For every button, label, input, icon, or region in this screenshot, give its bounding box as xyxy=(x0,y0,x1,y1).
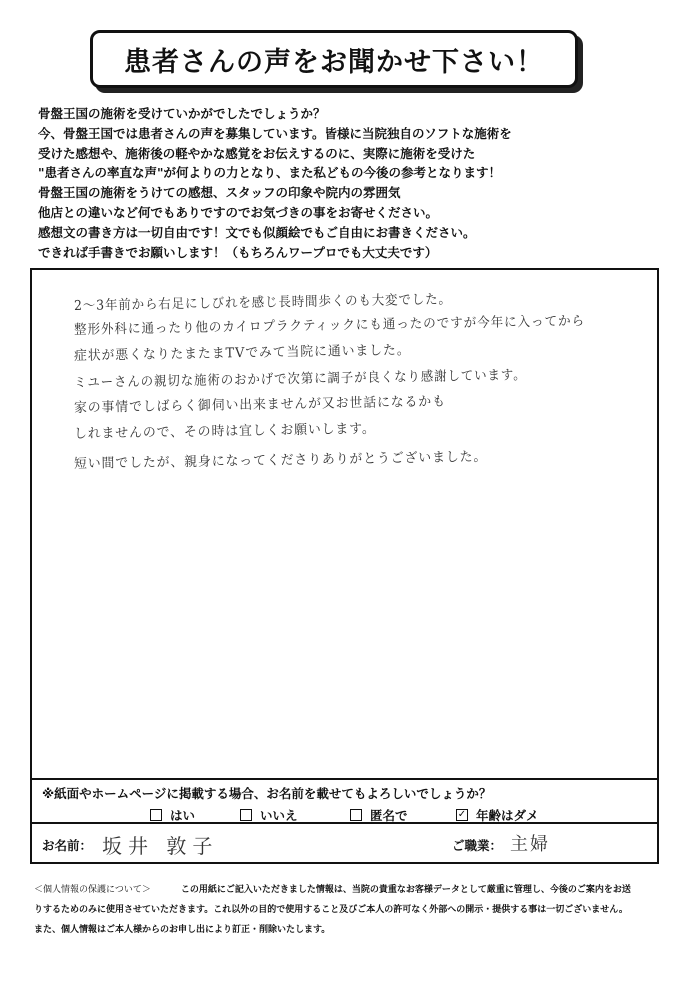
intro-line: 骨盤王国の施術を受けていかがでしたでしょうか？ xyxy=(38,106,326,121)
intro-line: 今、骨盤王国では患者さんの声を募集しています。皆様に当院独自のソフトな施術を xyxy=(38,125,512,141)
check-mark-icon: ✓ xyxy=(457,809,467,820)
checkbox[interactable] xyxy=(350,809,362,821)
handwritten-line: 整形外科に通ったり他のカイロプラクティックにも通ったのですが今年に入ってから xyxy=(73,313,586,338)
option-anonymous[interactable] xyxy=(350,806,408,824)
option-no[interactable] xyxy=(240,806,298,824)
intro-line: 受けた感想や、施術後の軽やかな感覚をお伝えするのに、実際に施術を受けた xyxy=(38,145,476,161)
name-label: お名前： xyxy=(42,838,93,853)
privacy-heading: ＜個人情報の保護について＞ xyxy=(34,885,151,895)
checkbox-checked[interactable] xyxy=(456,809,468,821)
intro-line: 感想文の書き方は一切自由です！文でも似顔絵でもご自由にお書きください。 xyxy=(38,224,476,240)
consent-section xyxy=(32,778,657,824)
comment-area[interactable] xyxy=(32,270,657,778)
consent-question: ※紙面やホームページに掲載する場合、お名前を載せてもよろしいでしょうか？ xyxy=(42,786,492,801)
title-banner xyxy=(90,30,578,88)
name-field[interactable]: 坂井 敦子 xyxy=(102,834,219,858)
name-row xyxy=(32,824,657,862)
intro-line: 他店との違いなど何でもありですのでお気づきの事をお寄せください。 xyxy=(38,204,439,220)
handwritten-line: 家の事情でしばらく御伺い出来ませんが又お世話になるかも xyxy=(73,393,447,416)
intro-line: できれば手書きでお願いします！（もちろんワープロでも大丈夫です） xyxy=(38,244,438,260)
option-no-age[interactable] xyxy=(456,806,539,824)
privacy-text: また、個人情報はご本人様からのお申し出により訂正・削除いたします。 xyxy=(34,925,331,935)
intro-line: "患者さんの率直な声"が何よりの力となり、また私どもの今後の参考となります！ xyxy=(38,165,502,181)
intro-line: 骨盤王国の施術をうけての感想、スタッフの印象や院内の雰囲気 xyxy=(38,185,401,201)
intro-text xyxy=(38,104,678,262)
option-yes[interactable] xyxy=(150,806,195,824)
checkbox[interactable] xyxy=(240,809,252,821)
privacy-notice xyxy=(34,880,684,940)
response-form xyxy=(30,268,659,864)
option-label: はい xyxy=(170,808,196,823)
handwritten-line: 2～3年前から右足にしびれを感じ長時間歩くのも大変でした。 xyxy=(73,291,452,314)
privacy-text: この用紙にご記入いただきました情報は、当院の貴重なお客様データとして厳重に管理し、今後のご案内をお送 xyxy=(180,885,631,895)
option-label: 匿名で xyxy=(370,808,408,823)
occupation-field[interactable]: 主婦 xyxy=(510,834,550,855)
privacy-text: りするためのみに使用させていただきます。これ以外の目的で使用すること及びご本人の許可なく外部への開示・提供する事は一切ございません。 xyxy=(34,905,628,915)
page-title: 患者さんの声をお聞かせ下さい！ xyxy=(124,46,544,78)
handwritten-line: 症状が悪くなりたまたまTVでみて当院に通いました。 xyxy=(73,342,411,364)
occupation-label: ご職業： xyxy=(452,838,503,853)
handwritten-line: 短い間でしたが、親身になってくださりありがとうございました。 xyxy=(73,448,488,472)
checkbox[interactable] xyxy=(150,809,162,821)
handwritten-line: しれませんので、その時は宜しくお願いします。 xyxy=(73,420,376,442)
handwritten-line: ミユーさんの親切な施術のおかげで次第に調子が良くなり感謝しています。 xyxy=(73,367,527,391)
option-label: 年齢はダメ xyxy=(476,808,539,823)
option-label: いいえ xyxy=(260,808,298,823)
